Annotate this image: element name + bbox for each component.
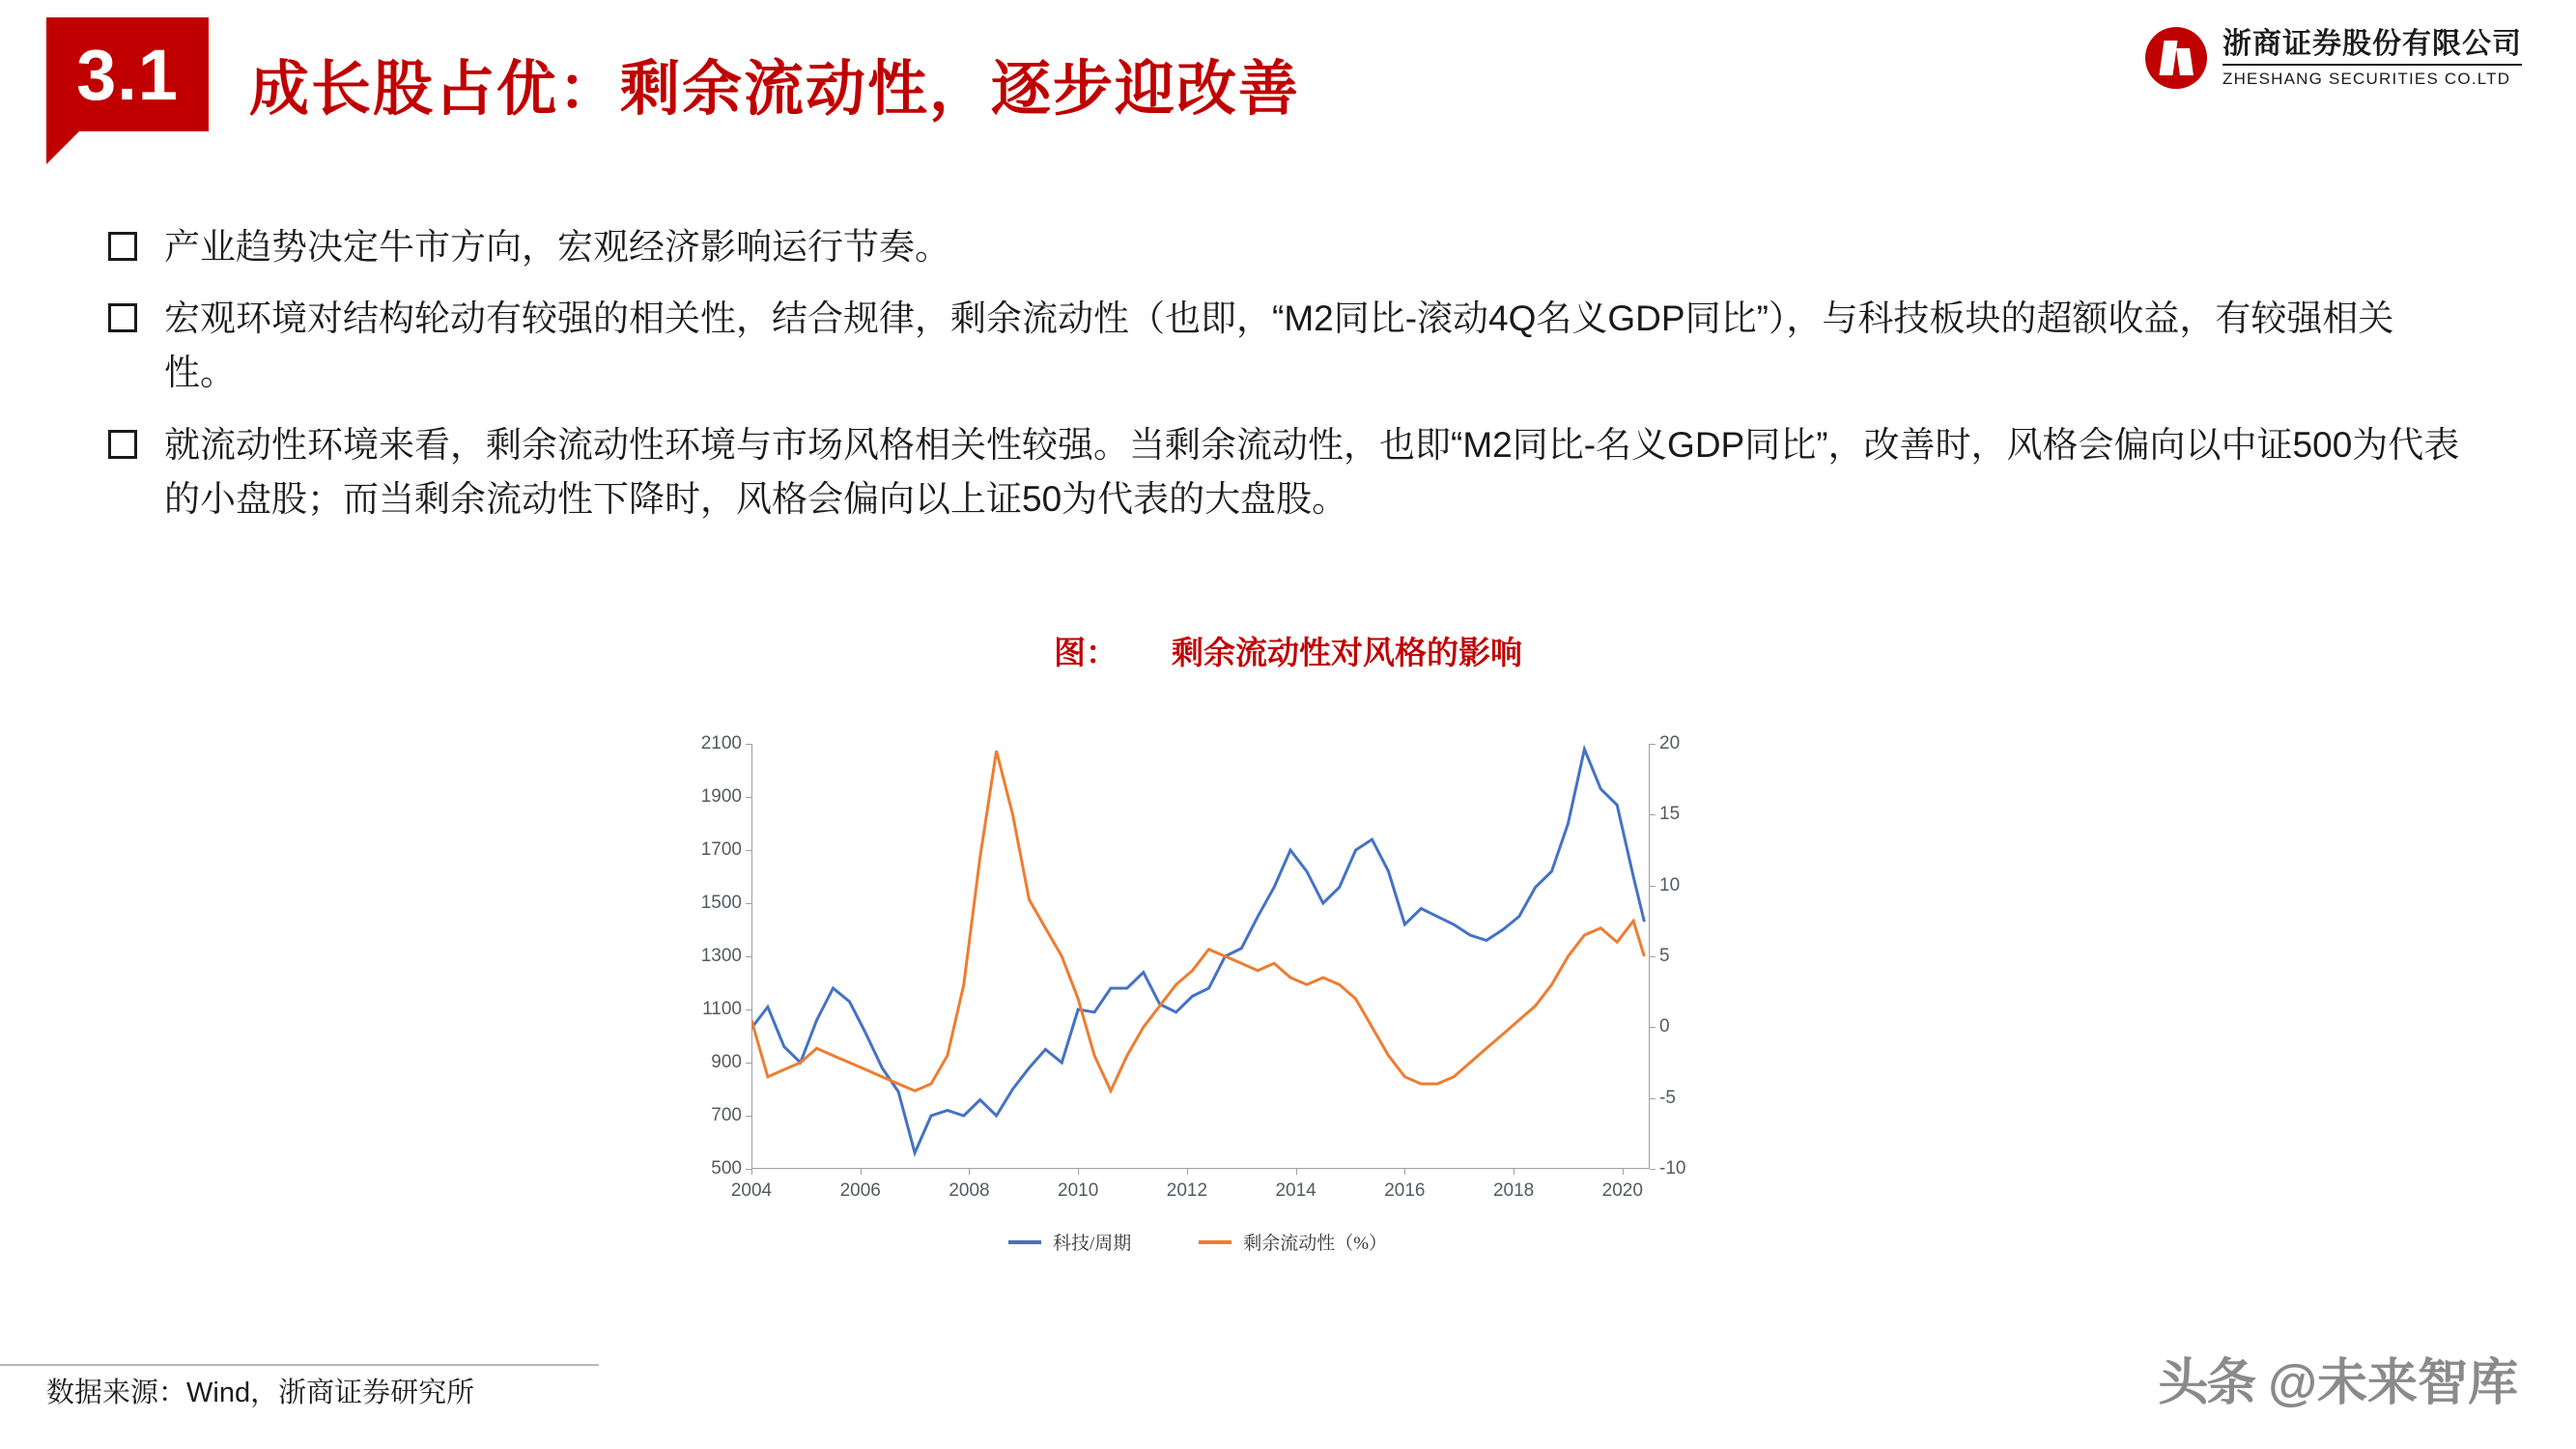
watermark-logo: 头条 <box>2158 1355 2255 1411</box>
figure-title-text: 剩余流动性对风格的影响 <box>1172 635 1522 670</box>
x-axis-tick-mark <box>751 1169 752 1175</box>
list-item <box>108 220 2465 274</box>
bullet-square-icon <box>108 303 137 332</box>
y-axis-left-tick-label: 900 <box>711 1052 742 1072</box>
y-axis-right-tick-label: 20 <box>1659 733 1681 753</box>
watermark <box>2158 1342 2518 1414</box>
x-axis-tick-label: 2010 <box>1058 1180 1099 1201</box>
x-axis-tick-label: 2004 <box>730 1180 773 1201</box>
company-logo <box>2145 27 2522 89</box>
y-axis-right-tick-mark <box>1650 1169 1656 1170</box>
y-axis-right-tick-mark <box>1650 1027 1656 1028</box>
chart-remaining-liquidity-vs-style <box>666 717 1729 1277</box>
list-item <box>108 418 2465 526</box>
y-axis-right-tick-mark <box>1650 956 1656 957</box>
y-axis-left-tick-label: 1700 <box>700 839 742 860</box>
y-axis-left-tick-label: 700 <box>711 1105 742 1125</box>
zheshang-logo-icon <box>2145 27 2207 89</box>
x-axis-tick-label: 2014 <box>1275 1180 1316 1201</box>
figure-caption <box>0 628 2576 673</box>
y-axis-right-tick-mark <box>1650 886 1656 887</box>
footer-divider <box>0 1364 599 1366</box>
slide-header <box>0 0 2576 193</box>
bullet-text: 产业趋势决定牛市方向，宏观经济影响运行节奏。 <box>164 227 950 267</box>
y-axis-right-tick-label: 0 <box>1659 1016 1670 1037</box>
x-axis-tick-mark <box>1404 1169 1405 1175</box>
x-axis-tick-label: 2006 <box>839 1180 881 1201</box>
figure-label: 图： <box>1054 635 1118 670</box>
series-line-remaining-liquidity <box>751 751 1644 1091</box>
legend-swatch-icon <box>1008 1240 1041 1244</box>
series-line-tech-cycle <box>751 750 1644 1153</box>
bullet-square-icon <box>108 232 137 261</box>
chart-series-lines <box>751 744 1650 1169</box>
x-axis-tick-label: 2008 <box>948 1180 990 1201</box>
legend-item-remaining-liquidity <box>1199 1229 1387 1255</box>
bullet-text: 就流动性环境来看，剩余流动性环境与市场风格相关性较强。当剩余流动性，也即“M2同比-名义GDP同比”，改善时，风格会偏向以中证500为代表的小盘股；而当剩余流动性下降时，风格会偏向以上证50为代表的大盘股。 <box>164 424 2460 519</box>
section-number-badge: 3.1 <box>46 17 209 131</box>
y-axis-left-tick-label: 2100 <box>700 733 742 753</box>
company-name-cn: 浙商证券股份有限公司 <box>2222 27 2522 65</box>
x-axis-tick-label: 2016 <box>1384 1180 1426 1201</box>
y-axis-left-tick-label: 1500 <box>700 893 742 913</box>
y-axis-right-tick-label: -10 <box>1659 1158 1686 1179</box>
y-axis-left-tick-label: 1300 <box>700 946 742 966</box>
x-axis-tick-mark <box>1187 1169 1188 1175</box>
x-axis-tick-mark <box>861 1169 862 1175</box>
legend-swatch-icon <box>1199 1240 1231 1244</box>
y-axis-left-tick-label: 500 <box>711 1158 742 1179</box>
source-note: 数据来源：Wind，浙商证券研究所 <box>46 1378 475 1408</box>
x-axis-tick-label: 2018 <box>1492 1180 1535 1201</box>
y-axis-right-tick-label: 10 <box>1659 874 1681 895</box>
legend-item-tech-cycle <box>1008 1229 1131 1255</box>
x-axis-tick-mark <box>1296 1169 1297 1175</box>
company-name-en: ZHESHANG SECURITIES CO.LTD <box>2222 69 2511 88</box>
bullet-text: 宏观环境对结构轮动有较强的相关性，结合规律，剩余流动性（也即，“M2同比-滚动4Q名义GDP同比”），与科技板块的超额收益，有较强相关性。 <box>164 298 2394 393</box>
y-axis-right-tick-mark <box>1650 1098 1656 1099</box>
legend-label: 剩余流动性（%） <box>1243 1234 1388 1254</box>
x-axis-tick-mark <box>1623 1169 1624 1175</box>
bullet-list <box>108 220 2465 544</box>
y-axis-right-tick-label: 5 <box>1659 946 1670 966</box>
legend-label: 科技/周期 <box>1052 1234 1132 1254</box>
y-axis-right-tick-mark <box>1650 814 1656 815</box>
watermark-text: @未来智库 <box>2268 1355 2518 1411</box>
y-axis-right-tick-label: 15 <box>1659 804 1681 825</box>
list-item <box>108 292 2465 400</box>
x-axis-tick-mark <box>969 1169 970 1175</box>
page-title: 成长股占优：剩余流动性，逐步迎改善 <box>249 56 1301 123</box>
y-axis-right-tick-label: -5 <box>1659 1087 1676 1108</box>
x-axis-tick-label: 2012 <box>1166 1180 1208 1201</box>
chart-plot-area <box>700 733 1686 1201</box>
y-axis-left-tick-label: 1900 <box>700 786 742 807</box>
bullet-square-icon <box>108 430 137 459</box>
x-axis-tick-mark <box>1078 1169 1079 1175</box>
chart-legend <box>666 1229 1729 1255</box>
company-logo-text <box>2222 27 2522 88</box>
x-axis-tick-label: 2020 <box>1601 1180 1643 1201</box>
y-axis-left-tick-label: 1100 <box>702 999 742 1019</box>
y-axis-right-tick-mark <box>1650 744 1656 745</box>
